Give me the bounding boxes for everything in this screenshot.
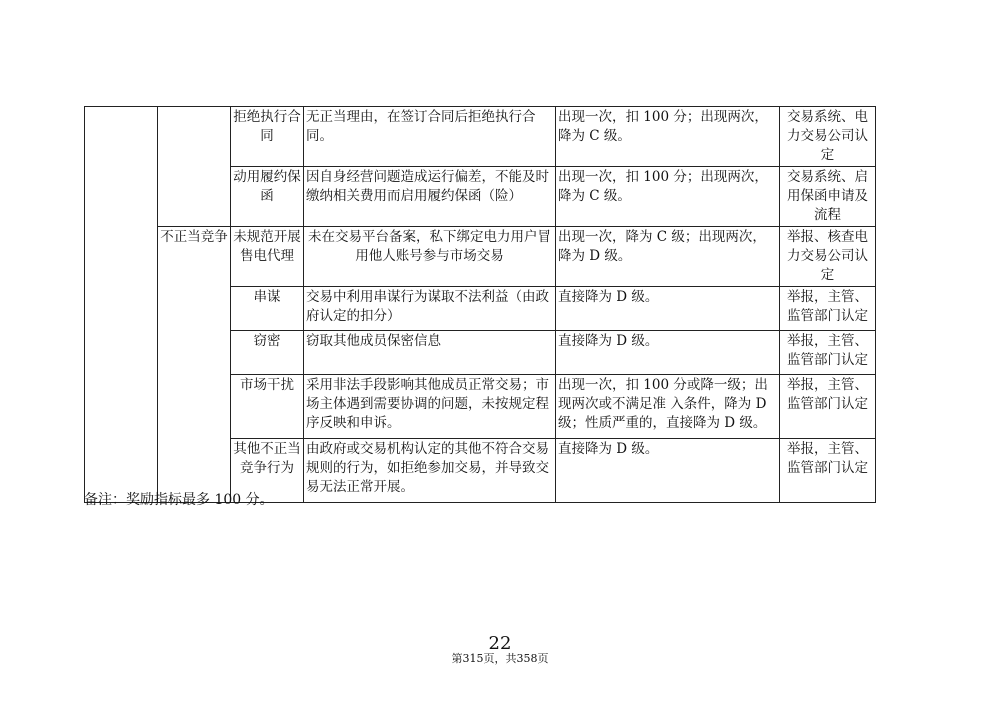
item-cell: 未规范开展售电代理	[231, 227, 304, 287]
method-cell: 交易系统、电力交易公司认定	[780, 107, 876, 167]
description-cell: 因自身经营问题造成运行偏差，不能及时缴纳相关费用而启用履约保函（险）	[304, 167, 556, 227]
page-count-text: 第315页，共358页	[451, 652, 549, 665]
description-cell: 采用非法手段影响其他成员正常交易；市场主体遇到需要协调的问题，未按规定程序反映和申诉。	[304, 375, 556, 439]
empty-first-column	[85, 107, 158, 503]
table-row	[85, 107, 876, 167]
method-cell: 举报，主管、监管部门认定	[780, 375, 876, 439]
penalty-cell: 出现一次，扣 100 分或降一级；出现两次或不满足准 入条件，降为 D 级；性质严重的，直接降为 D 级。	[556, 375, 780, 439]
item-cell: 拒绝执行合同	[231, 107, 304, 167]
description-cell: 窃取其他成员保密信息	[304, 331, 556, 375]
penalty-cell: 出现一次，扣 100 分；出现两次，降为 C 级。	[556, 167, 780, 227]
table-note: 备注：奖励指标最多 100 分。	[84, 492, 274, 508]
penalty-cell: 直接降为 D 级。	[556, 331, 780, 375]
penalty-cell: 出现一次，降为 C 级；出现两次，降为 D 级。	[556, 227, 780, 287]
empty-category-cell	[158, 107, 231, 227]
penalty-cell: 直接降为 D 级。	[556, 287, 780, 331]
item-cell: 动用履约保函	[231, 167, 304, 227]
page-number: 22	[488, 633, 512, 654]
table-row	[85, 227, 876, 287]
item-cell: 串谋	[231, 287, 304, 331]
method-cell: 交易系统、启用保函申请及流程	[780, 167, 876, 227]
description-cell: 无正当理由，在签订合同后拒绝执行合同。	[304, 107, 556, 167]
rating-table	[84, 106, 876, 503]
description-cell: 交易中利用串谋行为谋取不法利益（由政府认定的扣分）	[304, 287, 556, 331]
penalty-cell: 直接降为 D 级。	[556, 439, 780, 503]
description-cell: 未在交易平台备案，私下绑定电力用户冒用他人账号参与市场交易	[304, 227, 556, 287]
page-footer	[0, 633, 1000, 667]
method-cell: 举报，主管、监管部门认定	[780, 287, 876, 331]
method-cell: 举报，主管、监管部门认定	[780, 331, 876, 375]
method-cell: 举报、核查电力交易公司认定	[780, 227, 876, 287]
item-cell: 市场干扰	[231, 375, 304, 439]
item-cell: 窃密	[231, 331, 304, 375]
penalty-cell: 出现一次，扣 100 分；出现两次，降为 C 级。	[556, 107, 780, 167]
category-cell: 不正当竞争	[158, 227, 231, 503]
description-cell: 由政府或交易机构认定的其他不符合交易规则的行为，如拒绝参加交易，并导致交易无法正常开展。	[304, 439, 556, 503]
method-cell: 举报，主管、监管部门认定	[780, 439, 876, 503]
item-cell: 其他不正当竞争行为	[231, 439, 304, 503]
